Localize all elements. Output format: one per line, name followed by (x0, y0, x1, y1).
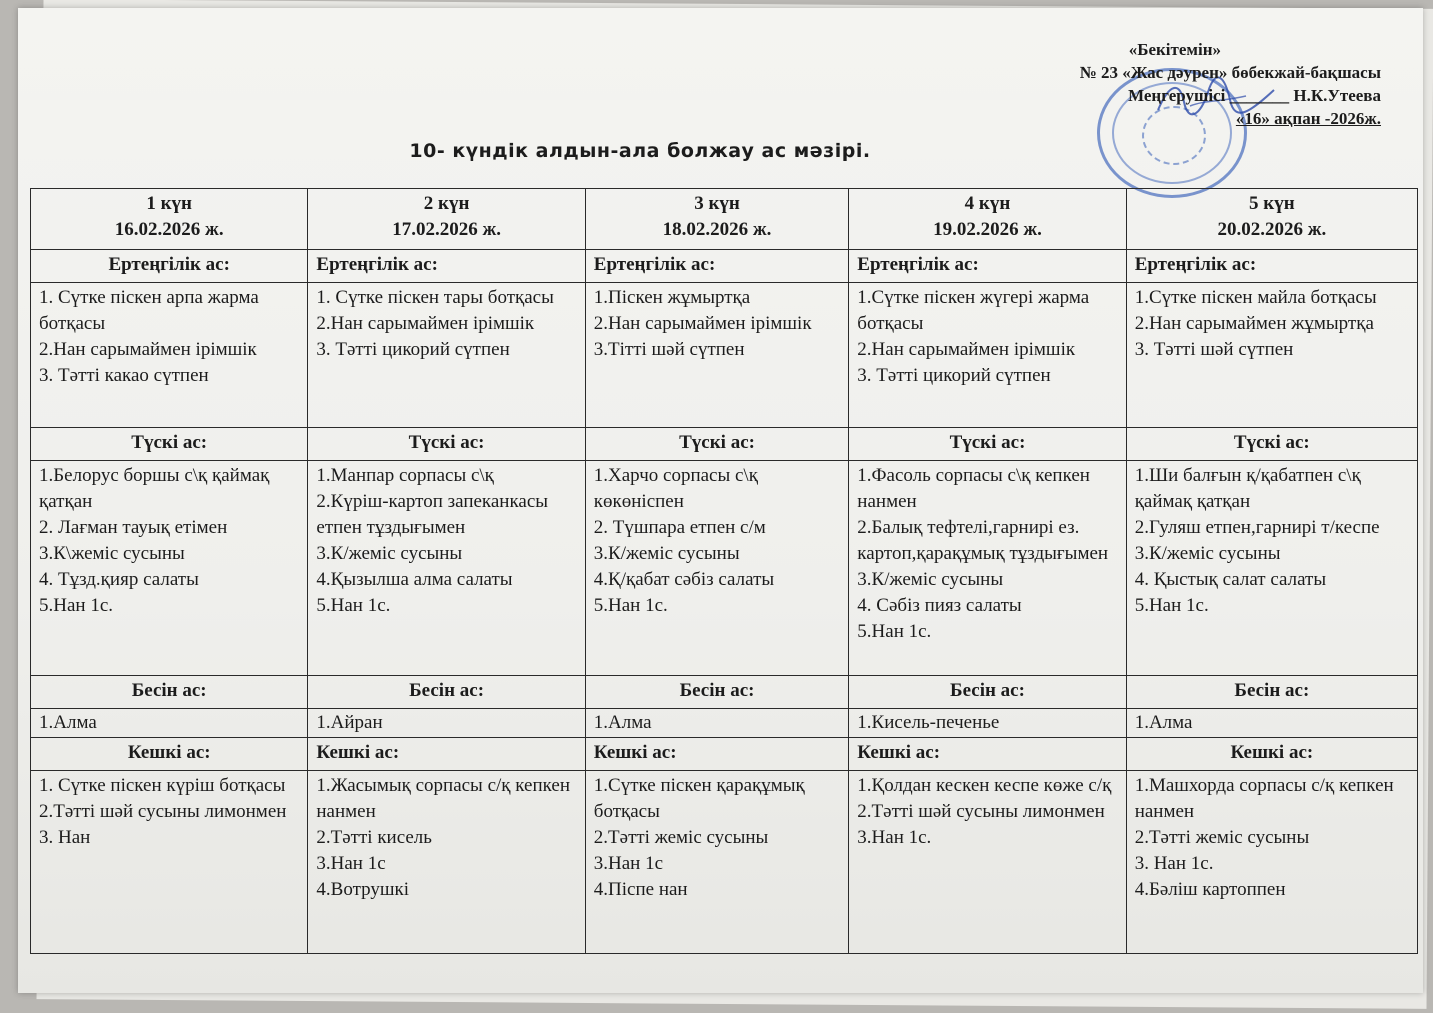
menu-item: 1.Піскен жұмыртқа (593, 287, 751, 308)
menu-item: 3.Тітті шәй сүтпен (593, 339, 745, 360)
approval-block (1080, 38, 1381, 130)
breakfast-label: Ертеңгілік ас: (849, 250, 1126, 283)
menu-item: 3.К\жеміс сусыны (39, 543, 185, 564)
menu-item: 1.Жасымық сорпасы с/қ кепкен нанмен (316, 775, 570, 822)
menu-item: 4. Қыстық салат салаты (1134, 569, 1327, 590)
dinner-items-row (31, 771, 1418, 954)
menu-item: 2.Тәтті жеміс сусыны (593, 827, 769, 848)
menu-item: 2.Балық тефтелі,гарнирі ез. картоп,қарақұмық тұздығымен (857, 517, 1109, 564)
document-title: 10- күндік алдын-ала болжау ас мәзірі. (409, 140, 871, 162)
lunch-items (849, 461, 1126, 676)
menu-item: 1.Фасоль сорпасы с\қ кепкен нанмен (857, 465, 1090, 512)
lunch-items (1126, 461, 1417, 676)
menu-item: 3. Тәтті какао сүтпен (39, 365, 209, 386)
lunch-label: Түскі ас: (308, 428, 585, 461)
lunch-items (308, 461, 585, 676)
menu-item: 2.Тәтті жеміс сусыны (1134, 827, 1310, 848)
menu-item: 1.Харчо сорпасы с\қ көкөніспен (593, 465, 758, 512)
day-date: 20.02.2026 ж. (1217, 219, 1327, 240)
menu-item: 1.Сүтке піскен майла ботқасы (1134, 287, 1377, 308)
lunch-items (31, 461, 308, 676)
menu-item: 1.Қолдан кескен кеспе көже с/қ (857, 775, 1112, 796)
breakfast-label: Ертеңгілік ас: (585, 250, 849, 283)
day-header (849, 189, 1126, 250)
menu-item: 4. Сәбіз пияз салаты (857, 595, 1022, 616)
snack-label: Бесін ас: (585, 676, 849, 709)
menu-item: 2. Түшпара етпен с/м (593, 517, 766, 538)
menu-item: 2.Нан сарымаймен ірімшік (316, 313, 535, 334)
menu-item: 1. Сүтке піскен арпа жарма ботқасы (39, 287, 259, 334)
snack-items-row (31, 709, 1418, 738)
snack-label-row (31, 676, 1418, 709)
lunch-items (585, 461, 849, 676)
day-header (308, 189, 585, 250)
breakfast-label: Ертеңгілік ас: (308, 250, 585, 283)
approval-heading: «Бекітемін» (1128, 40, 1221, 59)
menu-item: 3.Нан 1с (593, 853, 664, 874)
menu-item: 2.Нан сарымаймен жұмыртқа (1134, 313, 1374, 334)
menu-item: 2.Нан сарымаймен ірімшік (857, 339, 1076, 360)
dinner-label: Кешкі ас: (849, 738, 1126, 771)
menu-item: 5.Нан 1с. (316, 595, 391, 616)
menu-item: 1. Сүтке піскен күріш ботқасы (39, 775, 286, 796)
menu-item: 4.Бәліш картоппен (1134, 879, 1286, 900)
menu-item: 1.Манпар сорпасы с\қ (316, 465, 494, 486)
menu-item: 2.Тәтті шәй сусыны лимонмен (39, 801, 287, 822)
menu-item: 3.К/жеміс сусыны (1134, 543, 1281, 564)
day-header (1126, 189, 1417, 250)
menu-item: 2.Тәтті шәй сусыны лимонмен (857, 801, 1105, 822)
lunch-items-row (31, 461, 1418, 676)
menu-item: 3.К/жеміс сусыны (316, 543, 463, 564)
menu-item: 2.Гуляш етпен,гарнирі т/кеспе (1134, 517, 1380, 538)
menu-item: 4. Тұзд.қияр салаты (39, 569, 199, 590)
menu-item: 2. Лағман тауық етімен (39, 517, 228, 538)
menu-item: 3. Нан 1с. (1134, 853, 1214, 874)
lunch-label: Түскі ас: (849, 428, 1126, 461)
day-number: 2 күн (423, 193, 470, 214)
day-date: 18.02.2026 ж. (662, 219, 772, 240)
dinner-label: Кешкі ас: (308, 738, 585, 771)
snack-item: 1.Алма (1126, 709, 1417, 738)
menu-item: 3.К/жеміс сусыны (857, 569, 1004, 590)
menu-item: 2.Тәтті кисель (316, 827, 432, 848)
breakfast-items (31, 283, 308, 428)
day-number: 1 күн (146, 193, 193, 214)
approval-date: «16» ақпан -2026ж. (1235, 109, 1381, 128)
snack-label: Бесін ас: (308, 676, 585, 709)
breakfast-label-row (31, 250, 1418, 283)
menu-item: 3. Нан (39, 827, 91, 848)
menu-item: 3. Тәтті цикорий сүтпен (316, 339, 510, 360)
menu-item: 1.Ши балғын қ/қабатпен с\қ қаймақ қатқан (1134, 465, 1361, 512)
day-number: 3 күн (694, 193, 740, 214)
dinner-items (585, 771, 849, 954)
menu-item: 5.Нан 1с. (39, 595, 114, 616)
breakfast-items (585, 283, 849, 428)
snack-item: 1.Айран (308, 709, 585, 738)
dinner-items (308, 771, 585, 954)
breakfast-label: Ертеңгілік ас: (1126, 250, 1417, 283)
breakfast-items (849, 283, 1126, 428)
menu-item: 1.Машхорда сорпасы с/қ кепкен нанмен (1134, 775, 1394, 822)
menu-item: 4.Вотрушкі (316, 879, 409, 900)
breakfast-items (308, 283, 585, 428)
dinner-label: Кешкі ас: (1126, 738, 1417, 771)
snack-item: 1.Кисель-печенье (849, 709, 1126, 738)
lunch-label: Түскі ас: (585, 428, 849, 461)
snack-label: Бесін ас: (31, 676, 308, 709)
day-date: 19.02.2026 ж. (933, 219, 1042, 240)
menu-item: 2.Нан сарымаймен ірімшік (39, 339, 257, 360)
approval-head-signature-line: Меңгерушісі _______ Н.К.Утеева (1128, 86, 1381, 105)
dinner-label: Кешкі ас: (31, 738, 308, 771)
menu-item: 1.Сүтке піскен қарақұмық ботқасы (593, 775, 805, 822)
approval-institution: № 23 «Жас дәурен» бөбекжай-бақшасы (1079, 63, 1381, 82)
snack-item: 1.Алма (31, 709, 308, 738)
menu-item: 2.Күріш-картоп запеканкасы етпен тұздығымен (316, 491, 549, 538)
day-header (585, 189, 849, 250)
menu-table (30, 188, 1418, 954)
day-header (31, 189, 308, 250)
dinner-items (31, 771, 308, 954)
menu-item: 3.Нан 1с. (857, 827, 932, 848)
menu-item: 1.Белорус боршы с\қ қаймақ қатқан (39, 465, 270, 512)
menu-item: 5.Нан 1с. (857, 621, 932, 642)
lunch-label: Түскі ас: (1126, 428, 1417, 461)
menu-item: 1. Сүтке піскен тары ботқасы (316, 287, 554, 308)
lunch-label: Түскі ас: (31, 428, 308, 461)
snack-item: 1.Алма (585, 709, 849, 738)
dinner-items (1126, 771, 1417, 954)
day-header-row (31, 189, 1418, 250)
dinner-label-row (31, 738, 1418, 771)
menu-item: 2.Нан сарымаймен ірімшік (593, 313, 812, 334)
menu-item: 3. Тәтті цикорий сүтпен (857, 365, 1051, 386)
day-number: 4 күн (964, 193, 1011, 214)
menu-item: 5.Нан 1с. (1134, 595, 1209, 616)
menu-item: 1.Сүтке піскен жүгері жарма ботқасы (857, 287, 1090, 334)
menu-item: 4.Піспе нан (593, 879, 688, 900)
snack-label: Бесін ас: (849, 676, 1126, 709)
menu-item: 4.Қ/қабат сәбіз салаты (593, 569, 775, 590)
menu-item: 5.Нан 1с. (593, 595, 668, 616)
dinner-items (849, 771, 1126, 954)
breakfast-label: Ертеңгілік ас: (31, 250, 308, 283)
menu-item: 4.Қызылша алма салаты (316, 569, 513, 590)
day-date: 16.02.2026 ж. (114, 219, 224, 240)
lunch-label-row (31, 428, 1418, 461)
day-number: 5 күн (1249, 193, 1295, 214)
day-date: 17.02.2026 ж. (392, 219, 501, 240)
menu-item: 3.К/жеміс сусыны (593, 543, 740, 564)
menu-item: 3. Тәтті шәй сүтпен (1134, 339, 1294, 360)
breakfast-items (1126, 283, 1417, 428)
breakfast-items-row (31, 283, 1418, 428)
menu-item: 3.Нан 1с (316, 853, 386, 874)
dinner-label: Кешкі ас: (585, 738, 849, 771)
snack-label: Бесін ас: (1126, 676, 1417, 709)
